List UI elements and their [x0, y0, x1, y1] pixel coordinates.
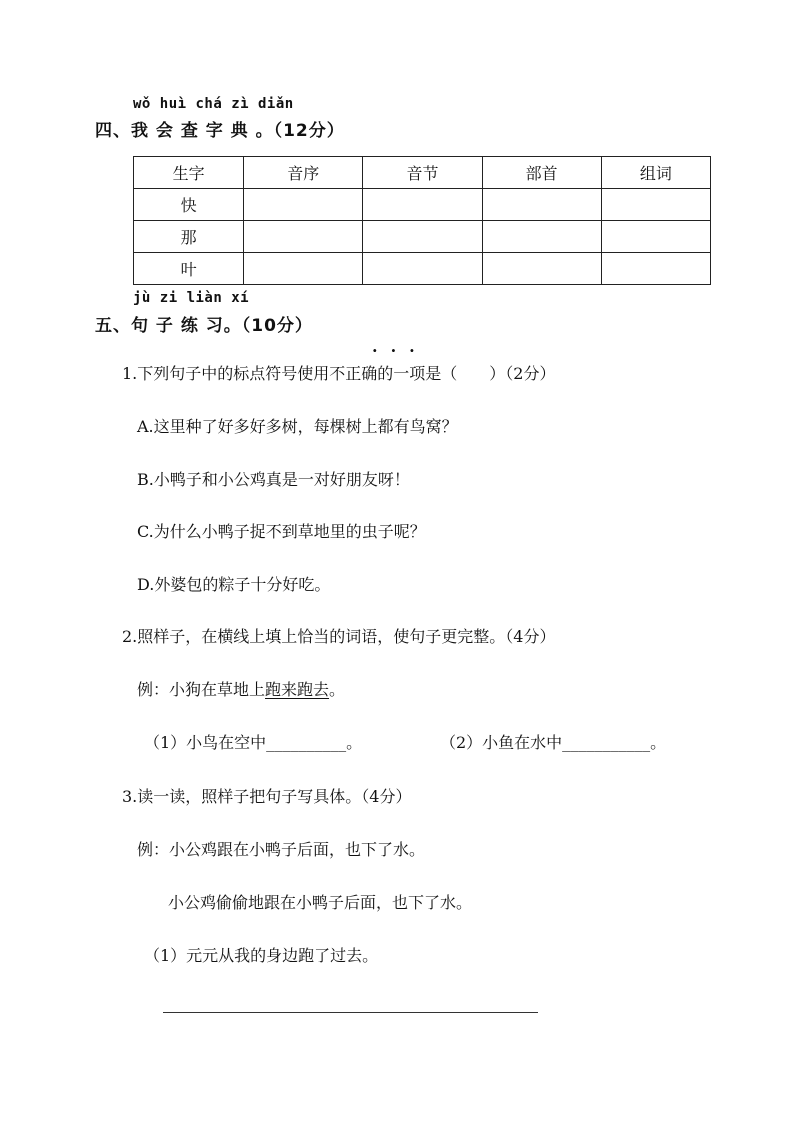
answer-cell[interactable] [363, 189, 482, 221]
character-cell: 叶 [134, 253, 244, 285]
answer-cell[interactable] [482, 221, 601, 253]
table-row [134, 221, 711, 253]
q1-option-c[interactable]: C.为什么小鸭子捉不到草地里的虫子呢？ [137, 522, 426, 541]
answer-cell[interactable] [601, 253, 710, 285]
q3-answer-line[interactable] [163, 1012, 538, 1013]
q3-example-rewritten: 小公鸡偷偷地跟在小鸭子后面，也下了水。 [168, 893, 473, 912]
q2-example-suffix: 。 [329, 680, 346, 699]
section5-title: 五、句 子 练 习。（10分） [95, 316, 313, 336]
q2-item-1[interactable]: （1）小鸟在空中__________。 [144, 733, 363, 752]
answer-cell[interactable] [482, 253, 601, 285]
character-cell: 快 [134, 189, 244, 221]
q2-item-2[interactable]: （2）小鱼在水中___________。 [440, 733, 667, 752]
q1-option-a[interactable]: A.这里种了好多好多树，每棵树上都有鸟窝？ [137, 417, 458, 436]
table-header-cell: 生字 [134, 157, 244, 189]
emphasis-dots: ··· [372, 341, 428, 360]
answer-cell[interactable] [601, 189, 710, 221]
q1-stem: 1.下列句子中的标点符号使用不正确的一项是（ ）（2分） [122, 364, 556, 383]
answer-cell[interactable] [482, 189, 601, 221]
section5-pinyin: jù zi liàn xí [133, 290, 250, 306]
table-header-cell: 部首 [482, 157, 601, 189]
table-header-row [134, 157, 711, 189]
table-header-cell: 组词 [601, 157, 710, 189]
q2-example [137, 677, 345, 700]
q2-example-prefix: 例：小狗在草地上 [137, 680, 266, 699]
character-cell: 那 [134, 221, 244, 253]
q3-stem: 3.读一读，照样子把句子写具体。（4分） [122, 787, 412, 806]
answer-cell[interactable] [244, 221, 363, 253]
q2-stem: 2.照样子，在横线上填上恰当的词语，使句子更完整。（4分） [122, 627, 556, 646]
answer-cell[interactable] [363, 253, 482, 285]
answer-cell[interactable] [601, 221, 710, 253]
q2-example-underlined: 跑来跑去 [265, 680, 330, 699]
answer-cell[interactable] [244, 253, 363, 285]
q1-option-b[interactable]: B.小鸭子和小公鸡真是一对好朋友呀！ [137, 470, 410, 489]
section4-title: 四、我 会 查 字 典 。（12分） [95, 121, 345, 141]
table-header-cell: 音序 [244, 157, 363, 189]
q1-option-d[interactable]: D.外婆包的粽子十分好吃。 [137, 575, 331, 594]
dictionary-table [133, 156, 711, 285]
section4-pinyin: wǒ huì chá zì diǎn [133, 96, 294, 112]
answer-cell[interactable] [363, 221, 482, 253]
table-row [134, 189, 711, 221]
table-row [134, 253, 711, 285]
q3-example: 例：小公鸡跟在小鸭子后面，也下了水。 [137, 840, 426, 859]
table-header-cell: 音节 [363, 157, 482, 189]
answer-cell[interactable] [244, 189, 363, 221]
q3-item-1: （1）元元从我的身边跑了过去。 [144, 946, 379, 965]
